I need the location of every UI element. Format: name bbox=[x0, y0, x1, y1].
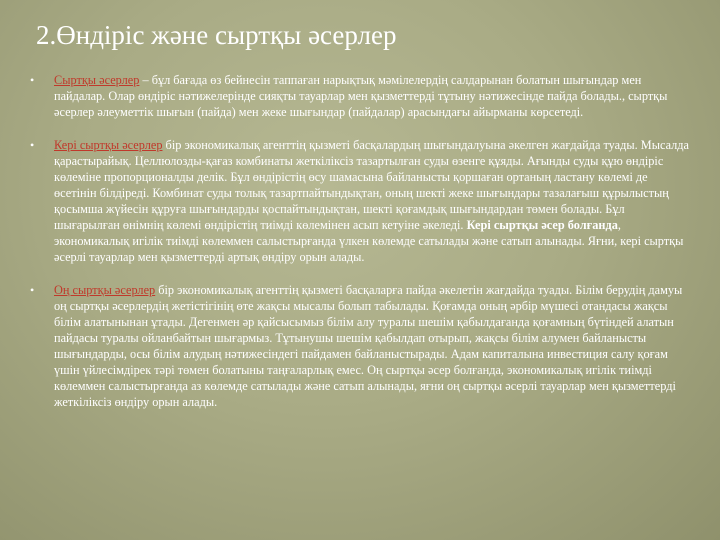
bullet-paragraph bbox=[54, 72, 690, 120]
term-positive-externalities: Оң сыртқы әсерлер bbox=[54, 283, 156, 297]
bullet-list bbox=[30, 72, 690, 427]
paragraph-text: бір экономикалық агенттің қызметі басқалардың шығындалуына әкелген жағдайда туады. Мысалда қарастырайық. Целлюлозды-қағаз комбинаты жеткіліксіз тазартылған суды өзенге құяды. Ағынды суды құю өндіріс көлеміне пропорционалды делік. Бұл өндірістің өсу шамасына байланысты қоршаған ортаның ластану көлемі де өсетінін білдіреді. Комбинат суды толық тазартпайтындықтан, оның шекті жеке шығындары тазалағыш құрылыстың қосымша жүйесін құруға шығындарды қоспайтындықтан, шекті қоғамдық шығындардан төмен болады. Бұл шығарылған өнімнің көлемі өндірістің тиімді көлемінен асып кетуіне әкеледі. bbox=[54, 138, 690, 232]
bullet-item bbox=[30, 72, 690, 120]
term-external-effects: Сыртқы әсерлер bbox=[54, 73, 140, 87]
bullet-marker: • bbox=[30, 283, 35, 297]
bullet-marker: • bbox=[30, 73, 35, 87]
bullet-item bbox=[30, 137, 690, 265]
bold-phrase: Кері сыртқы әсер болғанда bbox=[466, 218, 618, 232]
bullet-paragraph bbox=[54, 137, 690, 265]
bullet-marker: • bbox=[30, 138, 35, 152]
slide-title: 2.Өндіріс және сыртқы әсерлер bbox=[36, 20, 397, 50]
term-negative-externalities: Кері сыртқы әсерлер bbox=[54, 138, 163, 152]
bullet-item bbox=[30, 282, 690, 410]
paragraph-text: бір экономикалық агенттің қызметі басқаларға пайда әкелетін жағдайда туады. Білім берудің дамуы оң сыртқы әсерлердің жетістігінің өте жақсы мысалы болып табылады. Қоғамда оның әрбір мүшесі отандасы жақсы білім алатынынан ұтады. Дегенмен әр қайсысымыз білім алу туралы шешім қабылдағанда қоғамның бүтіндей алатын пайдасы туралы ойланбайтын шығармыз. Тұтынушы шешім қабылдап отырып, жақсы білім алумен байланысты шығындарды, осы білім алудың нәтижесіндегі пайдамен байланыстырады. Адам капиталына инвестиция салу қоғам үшін үйлесімдірек тәрі төмен болатыны таңғаларлық емес. Оң сыртқы әсер болғанда, экономикалық игілік тиімді көлеммен салыстырғанда аз көлемде сатылады және сатып алынады, яғни оң сыртқы әсерлі тауарлар мен қызметтерді жеткіліксіз өндіру орын алады. bbox=[54, 283, 683, 409]
bullet-paragraph bbox=[54, 282, 690, 410]
paragraph-text: – бұл бағада өз бейнесін таппаған нарықтық мәмілелердің салдарынан болатын шығындар мен пайдалар. Олар өндіріс нәтижелерінде сияқты тауарлар мен қызметтерді тұтыну нәтижесінде пайда болады., сыртқы әсерлер әлеуметтік шығын (пайда) мен жеке шығындар (пайдалар) арасындағы айырманы көрсетеді. bbox=[54, 73, 668, 119]
paragraph-text-after: , экономикалық игілік тиімді көлеммен салыстырғанда үлкен көлемде сатылады және сатып алынады. Яғни, кері сыртқы әсерлі тауарлар мен қызметтерді артық өндіру орын алады. bbox=[54, 218, 684, 264]
